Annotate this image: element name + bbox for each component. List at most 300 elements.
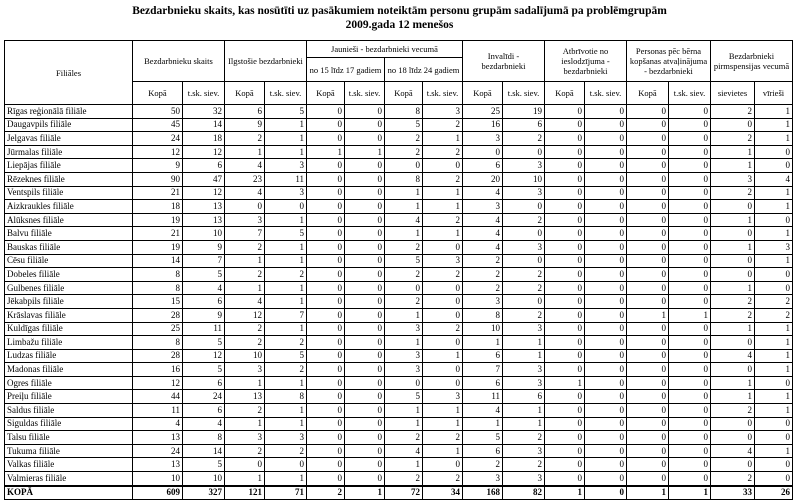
cell-value: 0 [307, 349, 345, 363]
cell-value: 0 [669, 118, 711, 132]
cell-value: 1 [755, 322, 793, 336]
cell-value: 0 [585, 281, 627, 295]
cell-value: 0 [545, 172, 585, 186]
cell-value: 1 [265, 281, 307, 295]
cell-value: 3 [385, 322, 423, 336]
cell-value: 0 [669, 105, 711, 119]
cell-value: 0 [345, 132, 385, 146]
cell-value: 1 [423, 200, 463, 214]
cell-value: 0 [545, 349, 585, 363]
cell-value: 0 [585, 145, 627, 159]
cell-value: 1 [385, 200, 423, 214]
cell-value: 0 [423, 363, 463, 377]
cell-value: 4 [225, 186, 265, 200]
branch-name: Liepājas filiāle [5, 159, 133, 173]
subheader-b-3: t.sk. siev. [265, 82, 307, 105]
cell-value: 1 [423, 417, 463, 431]
cell-value: 0 [669, 281, 711, 295]
branch-name: Valmieras filiāle [5, 472, 133, 486]
table-row [5, 227, 793, 241]
cell-value: 21 [133, 186, 183, 200]
cell-value: 1 [385, 186, 423, 200]
cell-value: 2 [755, 308, 793, 322]
table-row [5, 268, 793, 282]
cell-value: 10 [133, 472, 183, 486]
cell-value: 0 [423, 159, 463, 173]
cell-value: 2 [225, 444, 265, 458]
cell-value: 0 [545, 390, 585, 404]
branch-name: Daugavpils filiāle [5, 118, 133, 132]
cell-value: 0 [711, 363, 755, 377]
subheader-b-1: t.sk. siev. [183, 82, 225, 105]
cell-value: 24 [133, 444, 183, 458]
cell-value: 0 [503, 227, 545, 241]
cell-value: 2 [265, 363, 307, 377]
cell-value: 1 [423, 186, 463, 200]
cell-value: 0 [669, 390, 711, 404]
branch-name: Rīgas reģionālā filiāle [5, 105, 133, 119]
cell-value: 0 [627, 213, 669, 227]
cell-value: 2 [385, 145, 423, 159]
subheader-a-8: Kopā [463, 82, 503, 105]
cell-value: 0 [545, 322, 585, 336]
cell-value: 2 [463, 281, 503, 295]
subheader-b-9: t.sk. siev. [503, 82, 545, 105]
table-row [5, 431, 793, 445]
cell-value: 6 [183, 404, 225, 418]
cell-value: 1 [755, 200, 793, 214]
cell-value: 1 [755, 444, 793, 458]
cell-value: 0 [585, 458, 627, 472]
table-row [5, 363, 793, 377]
cell-value: 0 [385, 281, 423, 295]
subheader-a-12: Kopā [627, 82, 669, 105]
cell-value: 1 [265, 118, 307, 132]
cell-value: 50 [133, 105, 183, 119]
branch-name: Talsu filiāle [5, 431, 133, 445]
title-line-2: 2009.gada 12 menešos [345, 19, 454, 31]
cell-value: 18 [133, 200, 183, 214]
cell-value: 2 [225, 132, 265, 146]
cell-value: 2 [423, 268, 463, 282]
subheader-b-15: vīrieši [755, 82, 793, 105]
cell-value: 2 [711, 472, 755, 486]
cell-value: 0 [627, 118, 669, 132]
cell-value: 0 [627, 145, 669, 159]
cell-value: 6 [503, 118, 545, 132]
cell-value: 2 [463, 268, 503, 282]
cell-value: 2 [225, 404, 265, 418]
cell-value: 0 [669, 254, 711, 268]
cell-value: 0 [423, 240, 463, 254]
cell-value: 0 [669, 349, 711, 363]
table-row [5, 281, 793, 295]
cell-value: 0 [503, 145, 545, 159]
cell-value: 9 [225, 118, 265, 132]
subheader-b-11: t.sk. siev. [585, 82, 627, 105]
cell-value: 0 [345, 444, 385, 458]
cell-value: 10 [183, 472, 225, 486]
cell-value: 0 [585, 404, 627, 418]
cell-value: 3 [503, 186, 545, 200]
cell-value: 3 [503, 159, 545, 173]
cell-value: 9 [133, 159, 183, 173]
cell-value: 2 [385, 472, 423, 486]
branch-name: Ogres filiāle [5, 376, 133, 390]
cell-value: 0 [669, 458, 711, 472]
cell-value: 14 [183, 118, 225, 132]
cell-value: 1 [755, 363, 793, 377]
table-row [5, 172, 793, 186]
cell-value: 0 [669, 322, 711, 336]
cell-value: 0 [345, 213, 385, 227]
cell-value: 1 [265, 240, 307, 254]
cell-value: 2 [265, 268, 307, 282]
cell-value: 0 [463, 145, 503, 159]
cell-value: 3 [755, 240, 793, 254]
cell-value: 1 [711, 159, 755, 173]
cell-value: 4 [183, 281, 225, 295]
subheader-a-2: Kopā [225, 82, 265, 105]
table-row [5, 145, 793, 159]
cell-value: 7 [463, 363, 503, 377]
cell-value: 2 [755, 295, 793, 309]
cell-value: 13 [183, 213, 225, 227]
cell-value: 0 [423, 308, 463, 322]
cell-value: 2 [503, 213, 545, 227]
cell-value: 2 [711, 186, 755, 200]
branch-name: Gulbenes filiāle [5, 281, 133, 295]
cell-value: 0 [627, 472, 669, 486]
cell-value: 0 [307, 444, 345, 458]
cell-value: 0 [307, 295, 345, 309]
title-line-1: Bezdarbnieku skaits, kas nosūtīti uz pasākumiem noteiktām personu grupām sadalījumā pa problēmgrupām [132, 5, 667, 17]
cell-value: 3 [503, 322, 545, 336]
table-row [5, 308, 793, 322]
cell-value: 33 [711, 486, 755, 500]
cell-value: 0 [545, 458, 585, 472]
cell-value: 0 [345, 295, 385, 309]
cell-value: 1 [711, 213, 755, 227]
cell-value: 0 [307, 172, 345, 186]
table-row [5, 444, 793, 458]
cell-value: 3 [265, 431, 307, 445]
cell-value: 1 [265, 322, 307, 336]
cell-value: 0 [345, 431, 385, 445]
cell-value: 7 [225, 227, 265, 241]
cell-value: 1 [385, 458, 423, 472]
cell-value: 2 [385, 268, 423, 282]
cell-value: 72 [385, 486, 423, 500]
cell-value: 0 [669, 159, 711, 173]
branch-name: Saldus filiāle [5, 404, 133, 418]
cell-value: 0 [307, 227, 345, 241]
cell-value: 3 [503, 240, 545, 254]
cell-value: 1 [711, 390, 755, 404]
cell-value: 0 [307, 417, 345, 431]
cell-value: 21 [133, 227, 183, 241]
cell-value: 0 [669, 186, 711, 200]
cell-value: 2 [711, 308, 755, 322]
header-disabled: Invalīdi - bezdarbnieki [463, 41, 545, 82]
cell-value: 1 [503, 349, 545, 363]
cell-value: 0 [307, 105, 345, 119]
branch-name: Ludzas filiāle [5, 349, 133, 363]
table-row [5, 376, 793, 390]
cell-value: 13 [183, 200, 225, 214]
cell-value: 0 [345, 172, 385, 186]
cell-value: 0 [307, 159, 345, 173]
cell-value: 6 [183, 159, 225, 173]
cell-value: 4 [463, 186, 503, 200]
cell-value: 0 [585, 159, 627, 173]
cell-value: 5 [385, 254, 423, 268]
cell-value: 1 [755, 349, 793, 363]
cell-value: 1 [755, 118, 793, 132]
branch-name: Rēzeknes filiāle [5, 172, 133, 186]
cell-value: 0 [627, 295, 669, 309]
cell-value: 0 [755, 145, 793, 159]
cell-value: 0 [545, 145, 585, 159]
cell-value: 0 [627, 281, 669, 295]
cell-value: 9 [183, 308, 225, 322]
cell-value: 0 [711, 417, 755, 431]
cell-value: 0 [423, 295, 463, 309]
cell-value: 13 [225, 390, 265, 404]
cell-value: 8 [385, 105, 423, 119]
cell-value: 2 [503, 132, 545, 146]
cell-value: 5 [463, 431, 503, 445]
cell-value: 0 [669, 240, 711, 254]
cell-value: 3 [265, 159, 307, 173]
cell-value: 0 [627, 105, 669, 119]
subheader-a-0: Kopā [133, 82, 183, 105]
cell-value: 2 [385, 431, 423, 445]
table-row [5, 213, 793, 227]
cell-value: 13 [133, 431, 183, 445]
cell-value: 0 [627, 417, 669, 431]
cell-value: 0 [669, 132, 711, 146]
cell-value: 12 [133, 145, 183, 159]
cell-value: 0 [545, 132, 585, 146]
cell-value: 1 [423, 227, 463, 241]
header-long-term: Ilgstošie bezdarbnieki [225, 41, 307, 82]
cell-value: 0 [669, 172, 711, 186]
cell-value: 0 [345, 268, 385, 282]
cell-value: 0 [307, 281, 345, 295]
cell-value: 0 [585, 132, 627, 146]
cell-value: 0 [345, 308, 385, 322]
cell-value: 2 [503, 268, 545, 282]
cell-value: 0 [669, 444, 711, 458]
cell-value: 2 [711, 295, 755, 309]
cell-value: 0 [585, 268, 627, 282]
cell-value: 121 [225, 486, 265, 500]
cell-value: 1 [423, 444, 463, 458]
cell-value: 1 [225, 376, 265, 390]
cell-value: 0 [711, 268, 755, 282]
cell-value: 2 [423, 472, 463, 486]
cell-value: 6 [463, 444, 503, 458]
subheader-a-6: Kopā [385, 82, 423, 105]
table-row [5, 105, 793, 119]
table-row [5, 336, 793, 350]
cell-value: 2 [225, 336, 265, 350]
cell-value: 3 [423, 105, 463, 119]
cell-value: 0 [307, 186, 345, 200]
cell-value: 1 [627, 308, 669, 322]
cell-value: 3 [423, 254, 463, 268]
cell-value: 1 [265, 213, 307, 227]
cell-value: 8 [265, 390, 307, 404]
cell-value: 1 [225, 281, 265, 295]
cell-value: 2 [423, 145, 463, 159]
cell-value: 16 [463, 118, 503, 132]
cell-value: 0 [585, 227, 627, 241]
cell-value: 3 [711, 172, 755, 186]
cell-value: 0 [669, 431, 711, 445]
cell-value: 0 [627, 186, 669, 200]
cell-value: 0 [585, 431, 627, 445]
cell-value: 1 [265, 376, 307, 390]
cell-value: 0 [345, 363, 385, 377]
branch-name: KOPĀ [5, 486, 133, 500]
cell-value: 4 [183, 417, 225, 431]
cell-value: 0 [545, 444, 585, 458]
statistics-table [4, 40, 793, 500]
cell-value: 2 [265, 444, 307, 458]
cell-value: 5 [183, 363, 225, 377]
cell-value: 0 [711, 200, 755, 214]
cell-value: 0 [627, 322, 669, 336]
total-row [5, 486, 793, 500]
cell-value: 1 [265, 295, 307, 309]
cell-value: 0 [545, 227, 585, 241]
cell-value: 0 [627, 431, 669, 445]
cell-value: 3 [423, 390, 463, 404]
cell-value: 19 [503, 105, 545, 119]
cell-value: 11 [265, 172, 307, 186]
cell-value: 0 [545, 281, 585, 295]
cell-value: 1 [345, 486, 385, 500]
cell-value: 0 [345, 105, 385, 119]
subheader-b-5: t.sk. siev. [345, 82, 385, 105]
cell-value: 0 [627, 390, 669, 404]
table-row [5, 417, 793, 431]
subheader-b-7: t.sk. siev. [423, 82, 463, 105]
cell-value: 0 [503, 200, 545, 214]
cell-value: 2 [385, 240, 423, 254]
cell-value: 1 [711, 145, 755, 159]
cell-value: 0 [545, 240, 585, 254]
cell-value: 3 [385, 363, 423, 377]
cell-value: 1 [265, 254, 307, 268]
cell-value: 0 [585, 417, 627, 431]
cell-value: 4 [463, 213, 503, 227]
cell-value: 1 [265, 404, 307, 418]
cell-value: 0 [545, 472, 585, 486]
cell-value: 2 [503, 281, 545, 295]
branch-name: Jelgavas filiāle [5, 132, 133, 146]
cell-value: 1 [711, 376, 755, 390]
cell-value: 0 [345, 404, 385, 418]
cell-value: 45 [133, 118, 183, 132]
cell-value: 0 [585, 349, 627, 363]
cell-value: 1 [711, 322, 755, 336]
cell-value: 1 [755, 105, 793, 119]
cell-value: 4 [385, 213, 423, 227]
cell-value: 0 [627, 349, 669, 363]
branch-name: Dobeles filiāle [5, 268, 133, 282]
cell-value: 2 [463, 458, 503, 472]
cell-value: 0 [627, 159, 669, 173]
cell-value: 0 [585, 322, 627, 336]
cell-value: 0 [307, 254, 345, 268]
cell-value: 6 [463, 349, 503, 363]
cell-value: 6 [503, 390, 545, 404]
cell-value: 3 [225, 431, 265, 445]
cell-value: 168 [463, 486, 503, 500]
cell-value: 0 [755, 431, 793, 445]
cell-value: 13 [133, 458, 183, 472]
cell-value: 0 [503, 295, 545, 309]
cell-value: 0 [307, 240, 345, 254]
cell-value: 0 [545, 118, 585, 132]
cell-value: 0 [627, 132, 669, 146]
cell-value: 327 [183, 486, 225, 500]
cell-value: 0 [307, 390, 345, 404]
cell-value: 3 [225, 363, 265, 377]
cell-value: 82 [503, 486, 545, 500]
cell-value: 0 [711, 458, 755, 472]
cell-value: 2 [503, 431, 545, 445]
cell-value: 1 [711, 240, 755, 254]
cell-value: 0 [669, 200, 711, 214]
cell-value: 2 [423, 431, 463, 445]
cell-value: 32 [183, 105, 225, 119]
cell-value: 1 [225, 145, 265, 159]
cell-value: 0 [669, 472, 711, 486]
cell-value: 4 [225, 295, 265, 309]
cell-value: 0 [307, 404, 345, 418]
cell-value: 0 [265, 200, 307, 214]
cell-value: 0 [385, 159, 423, 173]
cell-value: 2 [385, 295, 423, 309]
table-row [5, 322, 793, 336]
cell-value: 19 [133, 213, 183, 227]
cell-value: 90 [133, 172, 183, 186]
cell-value: 0 [585, 118, 627, 132]
cell-value: 1 [385, 336, 423, 350]
cell-value: 1 [755, 390, 793, 404]
cell-value: 0 [345, 254, 385, 268]
cell-value: 3 [503, 376, 545, 390]
cell-value: 0 [627, 172, 669, 186]
cell-value: 5 [183, 268, 225, 282]
cell-value: 5 [183, 336, 225, 350]
branch-name: Cēsu filiāle [5, 254, 133, 268]
cell-value: 0 [545, 295, 585, 309]
cell-value: 1 [225, 417, 265, 431]
cell-value: 1 [669, 486, 711, 500]
cell-value: 0 [627, 363, 669, 377]
cell-value: 0 [345, 200, 385, 214]
cell-value: 0 [669, 363, 711, 377]
cell-value: 0 [307, 308, 345, 322]
header-released: Atbrīvotie no ieslodzījuma - bezdarbnieki [545, 41, 627, 82]
cell-value: 0 [545, 186, 585, 200]
cell-value: 1 [711, 281, 755, 295]
